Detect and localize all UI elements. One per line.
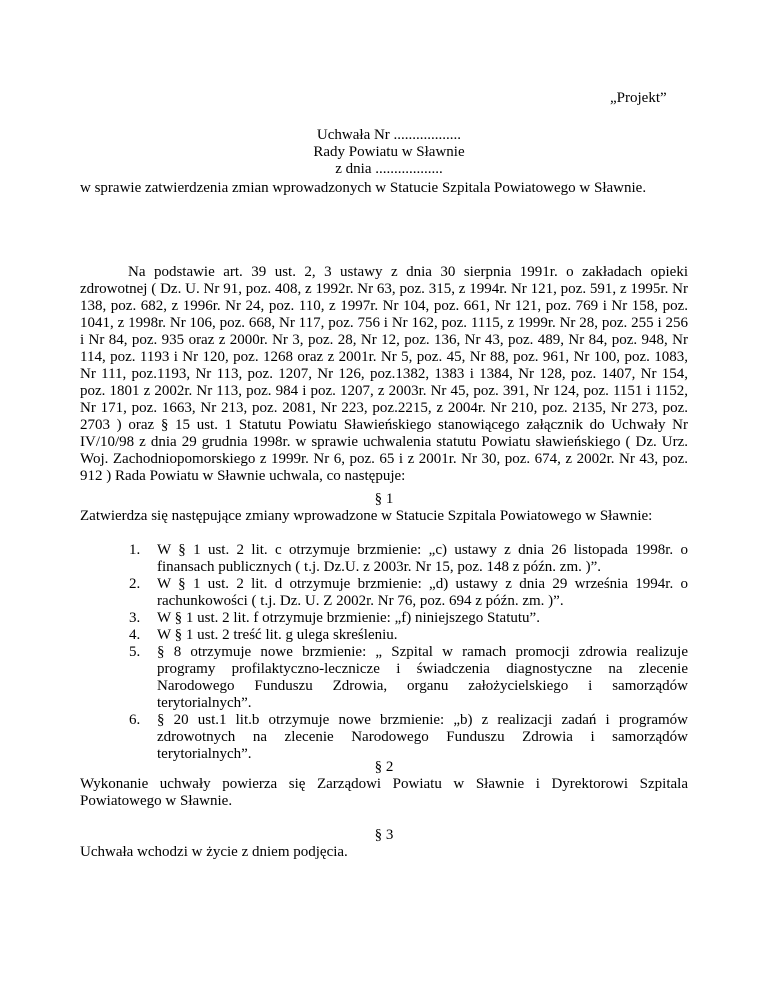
section-3-sign: § 3	[374, 827, 394, 843]
list-item-text: W § 1 ust. 2 treść lit. g ulega skreśleniu.	[157, 627, 398, 643]
list-item	[129, 542, 688, 576]
list-item	[129, 627, 688, 644]
list-item-text: W § 1 ust. 2 lit. d otrzymuje brzmienie: „d) ustawy z dnia 29 września 1994r. o rachunkowości ( t.j. Dz. U. Z 2002r. Nr 76, poz. 694 z późn. zm. )”.	[157, 576, 688, 609]
resolution-subject: w sprawie zatwierdzenia zmian wprowadzonych w Statucie Szpitala Powiatowego w Sławnie.	[80, 180, 647, 196]
projekt-label: „Projekt”	[610, 90, 667, 106]
list-item-number: 3.	[129, 610, 141, 626]
council-name: Rady Powiatu w Sławnie	[313, 144, 465, 160]
list-item-number: 5.	[129, 644, 141, 660]
section-1-sign: § 1	[374, 491, 394, 507]
list-item-text: W § 1 ust. 2 lit. f otrzymuje brzmienie: „f) niniejszego Statutu”.	[157, 610, 540, 626]
list-item-number: 2.	[129, 576, 141, 592]
list-item	[129, 610, 688, 627]
resolution-title	[0, 127, 768, 178]
legal-basis-text: Na podstawie art. 39 ust. 2, 3 ustawy z dnia 30 sierpnia 1991r. o zakładach opieki zdrowotnej ( Dz. U. Nr 91, poz. 408, z 1992r. Nr 63, poz. 315, z 1994r. Nr 121, poz. 591, z 1995r. Nr 138, poz. 682, z 1996r. Nr 24, poz. 110, z 1997r. Nr 104, poz. 661, Nr 121, poz. 769 i Nr 158, poz. 1041, z 1998r. Nr 106, poz. 668, Nr 117, poz. 756 i Nr 162, poz. 1115, z 1999r. Nr 28, poz. 255 i 256 i Nr 84, poz. 935 oraz z 2000r. Nr 3, poz. 28, Nr 12, poz. 136, Nr 43, poz. 489, Nr 84, poz. 948, Nr 114, poz. 1193 i Nr 120, poz. 1268 oraz z 2001r. Nr 5, poz. 45, Nr 88, poz. 961, Nr 100, poz. 1083, Nr 111, poz.1193, Nr 113, poz. 1207, Nr 126, poz.1382, 1383 i 1384, Nr 128, poz. 1407, Nr 154, poz. 1801 z 2002r. Nr 113, poz. 984 i poz. 1207, z 2003r. Nr 45, poz. 391, Nr 124, poz. 1151 i 1152, Nr 171, poz. 1663, Nr 213, poz. 2081, Nr 223, poz.2215, z 2004r. Nr 210, poz. 2135, Nr 273, poz. 2703 ) oraz § 15 ust. 1 Statutu Powiatu Sławieńskiego stanowiącego załącznik do Uchwały Nr IV/10/98 z dnia 29 grudnia 1998r. w sprawie uchwalenia statutu Powiatu sławieńskiego ( Dz. Urz. Woj. Zachodniopomorskiego z 1999r. Nr 6, poz. 65 i z 2001r. Nr 30, poz. 674, z 2002r. Nr 43, poz. 912 ) Rada Powiatu w Sławnie uchwala, co następuje:	[80, 264, 688, 484]
list-item-text: § 20 ust.1 lit.b otrzymuje nowe brzmienie: „b) z realizacji zadań i programów zdrowotnych na zlecenie Narodowego Funduszu Zdrowia i samorządów terytorialnych”.	[157, 712, 688, 762]
list-item	[129, 576, 688, 610]
resolution-number: Uchwała Nr ..................	[316, 127, 462, 143]
list-item-number: 6.	[129, 712, 141, 728]
section-2-sign: § 2	[374, 759, 394, 775]
section-1-intro: Zatwierdza się następujące zmiany wprowadzone w Statucie Szpitala Powiatowego w Sławnie:	[80, 508, 653, 524]
list-item-text: W § 1 ust. 2 lit. c otrzymuje brzmienie: „c) ustawy z dnia 26 listopada 1998r. o finansach publicznych ( t.j. Dz.U. z 2003r. Nr 15, poz. 148 z późn. zm. )”.	[157, 542, 688, 575]
list-item	[129, 712, 688, 763]
list-item-text: § 8 otrzymuje nowe brzmienie: „ Szpital w ramach promocji zdrowia realizuje programy profilaktyczno-lecznicze i świadczenia diagnostyczne na zlecenie Narodowego Funduszu Zdrowia, organu założycielskiego i samorządów terytorialnych”.	[157, 644, 688, 711]
amendments-list	[129, 542, 688, 763]
section-3-text: Uchwała wchodzi w życie z dniem podjęcia.	[80, 844, 348, 860]
section-2-text: Wykonanie uchwały powierza się Zarządowi Powiatu w Sławnie i Dyrektorowi Szpitala Powiatowego w Sławnie.	[80, 776, 688, 809]
list-item	[129, 644, 688, 712]
list-item-number: 1.	[129, 542, 141, 558]
resolution-date: z dnia ..................	[335, 161, 443, 177]
legal-basis	[80, 264, 688, 485]
list-item-number: 4.	[129, 627, 141, 643]
